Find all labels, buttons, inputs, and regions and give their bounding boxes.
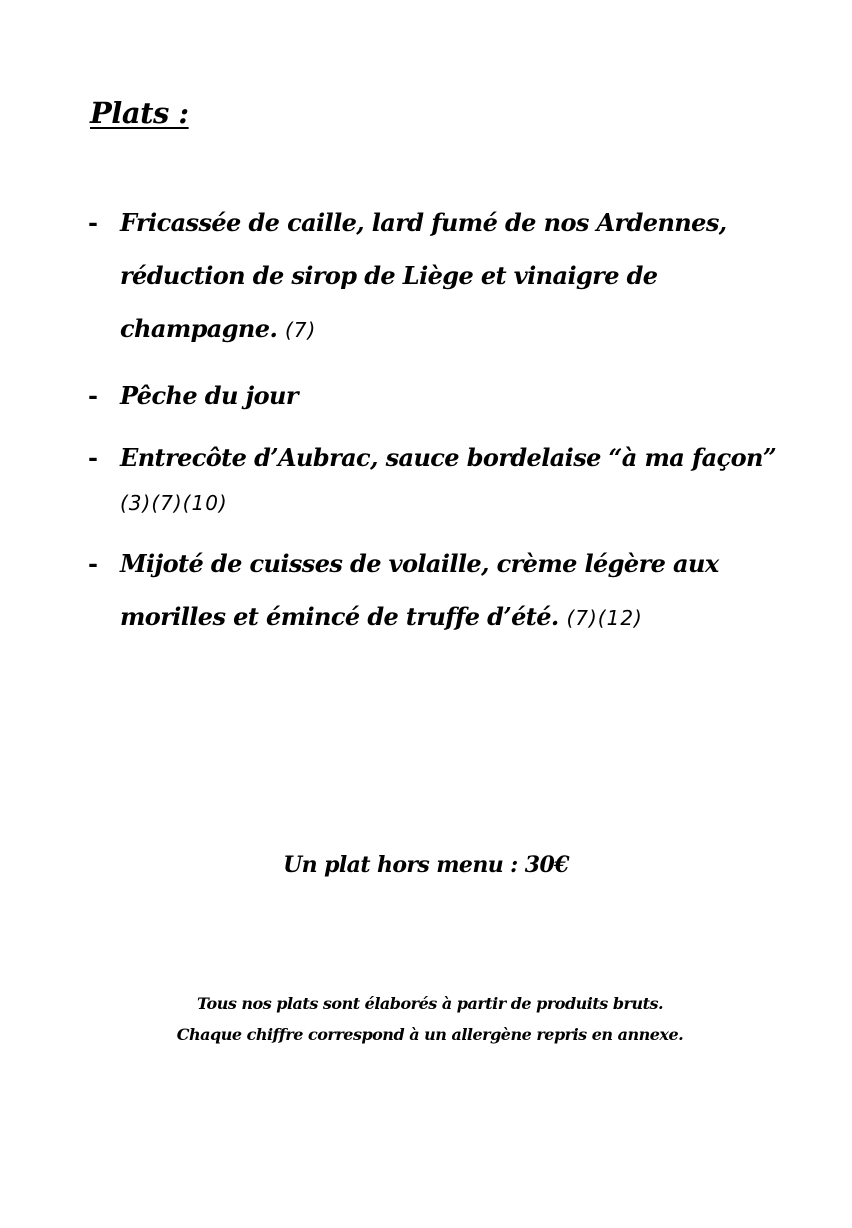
note-line: Tous nos plats sont élaborés à partir de produits bruts. [196, 994, 664, 1013]
dish-name: Fricassée de caille, lard fumé de nos Ardennes, réduction de sirop de Liège et vinaigre de champagne. [120, 208, 727, 343]
price-line: Un plat hors menu : 30€ [283, 852, 569, 878]
dish-name: Mijoté de cuisses de volaille, crème légère aux morilles et émincé de truffe d’été. [120, 549, 719, 631]
bullet-dash: - [88, 208, 98, 237]
section-heading: Plats : [90, 96, 189, 130]
note-line: Chaque chiffre correspond à un allergène repris en annexe. [176, 1025, 684, 1044]
list-item [88, 196, 778, 357]
dish-name: Pêche du jour [120, 381, 298, 410]
dish-list [88, 196, 778, 645]
list-item [88, 369, 778, 422]
bullet-dash: - [88, 381, 98, 410]
bullet-dash: - [88, 443, 98, 472]
allergen-codes: (3)(7)(10) [120, 491, 228, 515]
bullet-dash: - [88, 549, 98, 578]
list-item [88, 537, 778, 645]
list-item [88, 436, 778, 525]
footer-notes [0, 988, 852, 1050]
allergen-codes: (7) [284, 318, 317, 342]
allergen-codes: (7)(12) [566, 606, 643, 630]
dish-name: Entrecôte d’Aubrac, sauce bordelaise “à ma façon” [120, 443, 777, 472]
